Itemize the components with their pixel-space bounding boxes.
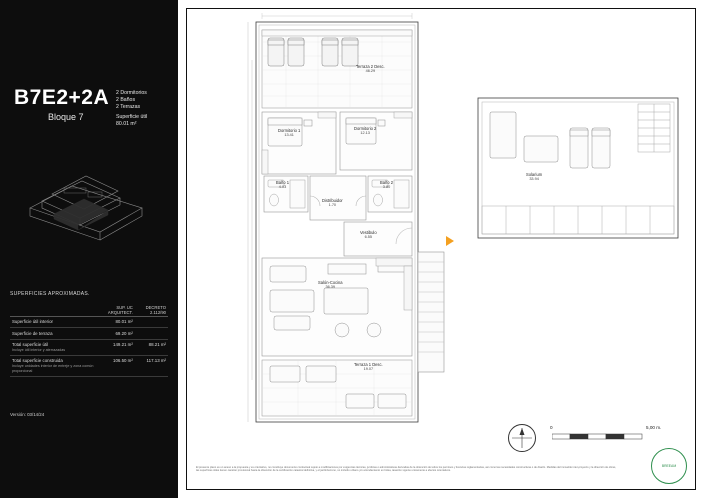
row-c2: 117.13 m² [135, 355, 168, 376]
room-name: Baño 1 [276, 180, 289, 185]
legal-disclaimer: El presente plano es un anexo a la propuesta y es orientativo, no constituye documento contractual sujeto a modificaciones por exigencias técnicas, jurídicas o administrativas derivadas de la obtención de todos los permisos y licencias reglamentarias, así como las necesidades constructivas o de diseño. Medidas del inmueble inter-proyecto y la dirección de obras, las superficies útiles tienen carácter provisional hasta la obtención de la certificación catastral definitiva, y el jardín/terreno, no incluido urbano y/o arrendamiento en bolsa, tasación vigente unicamente a efectos orientativos. [196, 466, 616, 473]
row-label: Total superficie útil [12, 342, 49, 348]
unit-reference-code: B7E2+2A [14, 86, 110, 109]
spec-terraces: 2 Terrazas [116, 104, 141, 111]
row-c1: 69.20 m² [102, 328, 135, 339]
info-panel [0, 0, 178, 498]
room-area: 46.29 [365, 69, 376, 74]
room-name: Dormitorio 1 [278, 128, 301, 133]
table-row [10, 339, 168, 355]
row-label: Total superficie construida [12, 358, 63, 364]
room-area: 3.80 [382, 185, 391, 190]
version-label: Versión: 03/14/24 [10, 412, 45, 417]
scale-max-label: 5,00 m. [646, 425, 662, 430]
room-name: Salón-Cocina [318, 280, 343, 285]
stamp-label: BREEAM [661, 464, 677, 468]
room-area: 4.03 [278, 185, 287, 190]
row-c1: 149.21 m² [102, 339, 135, 355]
table-header-row [10, 303, 168, 317]
room-area: 12.13 [360, 131, 370, 136]
row-c1: 80.01 m² [102, 317, 135, 328]
row-label: Superficie de terraza [12, 330, 53, 336]
isometric-building-icon [22, 168, 152, 246]
unit-specs [116, 90, 147, 112]
surface-table-title: SUPERFICIES APROXIMADAS. [10, 291, 90, 297]
room-label-bano-1 [276, 180, 289, 190]
surface-table [10, 303, 168, 377]
room-label-terraza-2 [356, 64, 385, 74]
th-blank [10, 303, 102, 317]
room-label-vestibulo [360, 230, 377, 240]
room-area: 13.41 [284, 133, 294, 138]
room-name: Dormitorio 2 [354, 126, 377, 131]
room-name: Solarium [526, 172, 543, 177]
room-area: 33.94 [529, 177, 539, 182]
room-area: 1.70 [328, 203, 337, 208]
spec-bathrooms: 2 Baños [116, 97, 136, 104]
certification-stamp [651, 448, 687, 484]
surface-summary [116, 114, 147, 128]
row-c1: 106.50 m² [102, 355, 135, 376]
room-label-dormitorio-2 [354, 126, 376, 136]
room-name: Terraza 1 Desc. [354, 362, 383, 367]
row-sub: Incluye unidades interior de entreje y zona común proporcional [12, 363, 94, 373]
room-area: 36.39 [325, 285, 336, 290]
row-label: Superficie útil interior [12, 319, 53, 325]
room-area: 19.07 [363, 367, 374, 372]
table-row [10, 328, 168, 339]
room-label-bano-2 [380, 180, 393, 190]
room-label-salon-cocina [318, 280, 343, 290]
scale-zero-label: 0 [550, 425, 553, 430]
th-decreto: DECRETO 2.112/90 [135, 303, 168, 317]
table-row [10, 317, 168, 328]
floorplan-drawing [178, 0, 705, 498]
entrance-marker-icon [446, 236, 454, 246]
block-name: Bloque 7 [48, 112, 84, 122]
plan-linework [178, 0, 705, 498]
row-sub: Incluye útil interior y aterrazadas [12, 347, 66, 352]
room-area: 6.55 [364, 235, 372, 240]
surface-value: 80.01 m² [116, 121, 137, 128]
room-label-dormitorio-1 [278, 128, 300, 138]
spec-bedrooms: 2 Dormitorios [116, 90, 147, 96]
row-c2: 88.21 m² [135, 339, 168, 355]
row-c2 [135, 317, 168, 328]
row-c2 [135, 328, 168, 339]
room-label-distribuidor [322, 198, 343, 208]
room-name: Baño 2 [380, 180, 393, 185]
room-label-terraza-1 [354, 362, 383, 372]
room-name: Vestibulo [360, 230, 377, 235]
room-label-solarium [526, 172, 542, 182]
scale-bar [550, 425, 662, 444]
room-name: Terraza 2 Desc. [356, 64, 385, 69]
table-row [10, 355, 168, 376]
surface-heading: Superficie útil [116, 114, 148, 120]
room-name: Distribuidor [322, 198, 343, 203]
th-arquitect: SUP. UC ARQUITECT. [102, 303, 135, 317]
north-compass-icon [508, 424, 536, 452]
